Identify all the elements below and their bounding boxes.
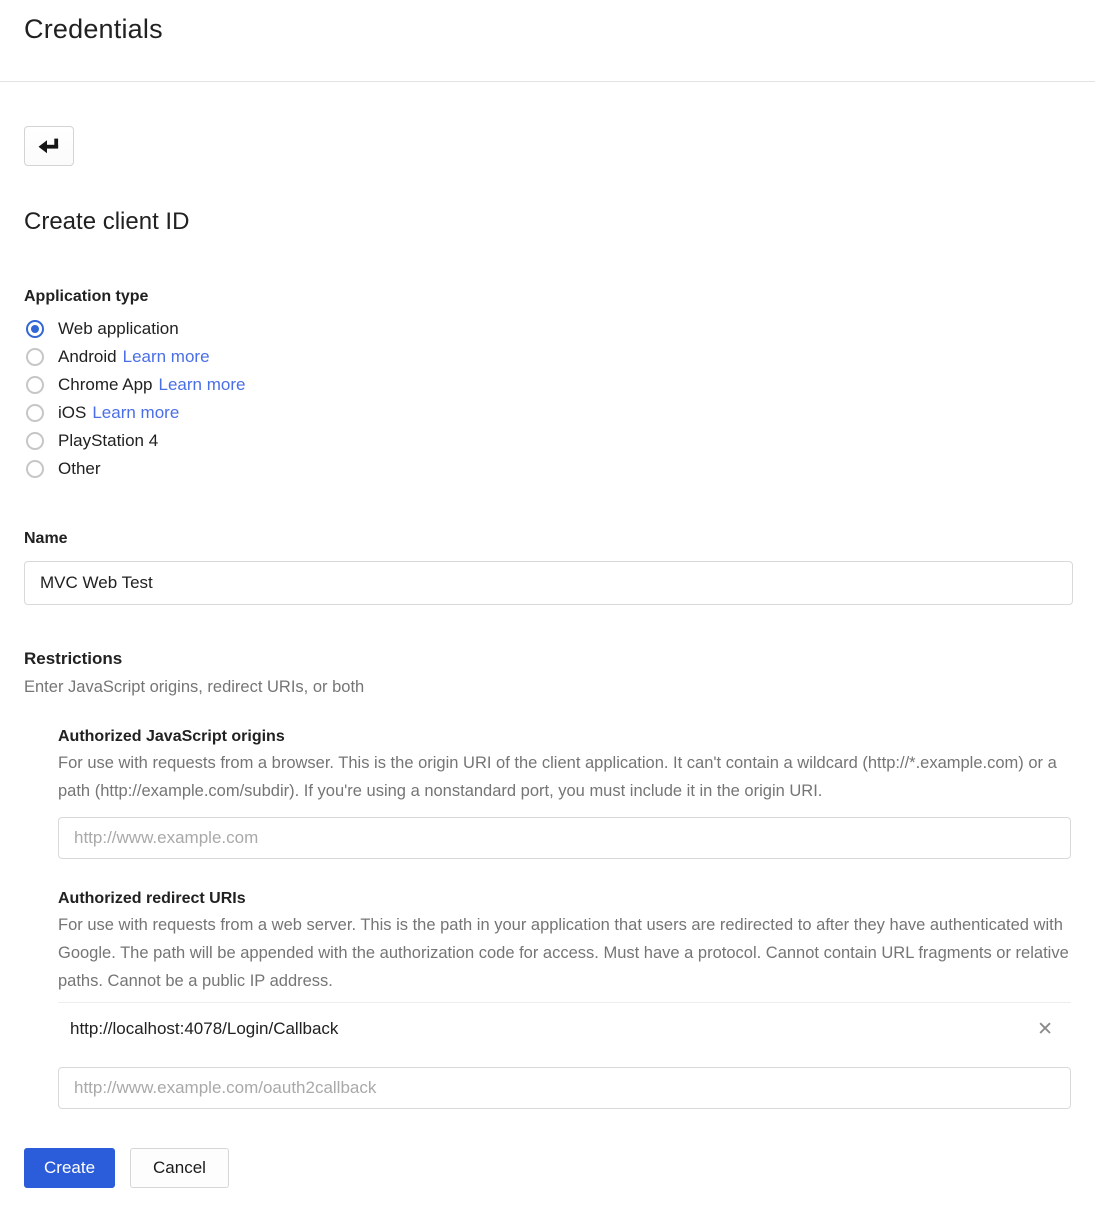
- radio-ios[interactable]: [26, 404, 44, 422]
- back-arrow-icon: [35, 134, 63, 158]
- redirect-uri-entry-row: [58, 1002, 1071, 1055]
- redirect-uri-input[interactable]: [58, 1067, 1071, 1109]
- form-heading: Create client ID: [24, 208, 190, 235]
- js-origin-input[interactable]: [58, 817, 1071, 859]
- radio-row-ios[interactable]: [24, 399, 1073, 427]
- authorized-redirect-uris-description: For use with requests from a web server. This is the path in your application that users are redirected to after they have authenticated with Google. The path will be appended with the authorization code for access. Must have a protocol. Cannot contain URL fragments or relative paths. Cannot be a public IP address.: [58, 916, 1069, 990]
- authorized-redirect-uris-label: Authorized redirect URIs: [58, 890, 246, 907]
- radio-android[interactable]: [26, 348, 44, 366]
- radio-label: Web application: [58, 319, 179, 338]
- cancel-button[interactable]: Cancel: [130, 1148, 229, 1188]
- authorized-js-origins-section: [58, 728, 1071, 859]
- application-type-radio-group: [24, 315, 1073, 483]
- name-label: Name: [24, 530, 68, 547]
- back-button[interactable]: [24, 126, 74, 166]
- radio-label: PlayStation 4: [58, 431, 159, 450]
- authorized-redirect-uris-section: [58, 890, 1071, 1109]
- redirect-uri-value: http://localhost:4078/Login/Callback: [70, 1019, 339, 1038]
- restrictions-heading: Restrictions: [24, 649, 123, 668]
- create-button[interactable]: Create: [24, 1148, 115, 1188]
- name-input[interactable]: [24, 561, 1073, 605]
- radio-row-android[interactable]: [24, 343, 1073, 371]
- radio-label: iOS: [58, 403, 87, 422]
- learn-more-link-ios[interactable]: Learn more: [92, 403, 180, 422]
- learn-more-link-android[interactable]: Learn more: [122, 347, 210, 366]
- page-title: Credentials: [24, 14, 163, 44]
- radio-web-application[interactable]: [26, 320, 44, 338]
- restrictions-subtitle: Enter JavaScript origins, redirect URIs, or both: [24, 678, 365, 696]
- radio-label: Chrome App: [58, 375, 153, 394]
- authorized-js-origins-label: Authorized JavaScript origins: [58, 728, 285, 745]
- learn-more-link-chrome-app[interactable]: Learn more: [158, 375, 246, 394]
- radio-other[interactable]: [26, 460, 44, 478]
- radio-row-web-application[interactable]: [24, 315, 1073, 343]
- radio-label: Android: [58, 347, 117, 366]
- radio-row-playstation-4[interactable]: [24, 427, 1073, 455]
- radio-row-other[interactable]: [24, 455, 1073, 483]
- form-actions: [24, 1148, 1073, 1188]
- radio-playstation-4[interactable]: [26, 432, 44, 450]
- page-header: [0, 0, 1095, 82]
- close-icon[interactable]: ✕: [1037, 1018, 1053, 1040]
- radio-label: Other: [58, 459, 101, 478]
- application-type-label: Application type: [24, 288, 149, 305]
- create-client-id-form: [0, 126, 1095, 1218]
- radio-chrome-app[interactable]: [26, 376, 44, 394]
- radio-row-chrome-app[interactable]: [24, 371, 1073, 399]
- authorized-js-origins-description: For use with requests from a browser. This is the origin URI of the client application. It can't contain a wildcard (http://*.example.com) or a path (http://example.com/subdir). If you're using a nonstandard port, you must include it in the origin URI.: [58, 754, 1057, 800]
